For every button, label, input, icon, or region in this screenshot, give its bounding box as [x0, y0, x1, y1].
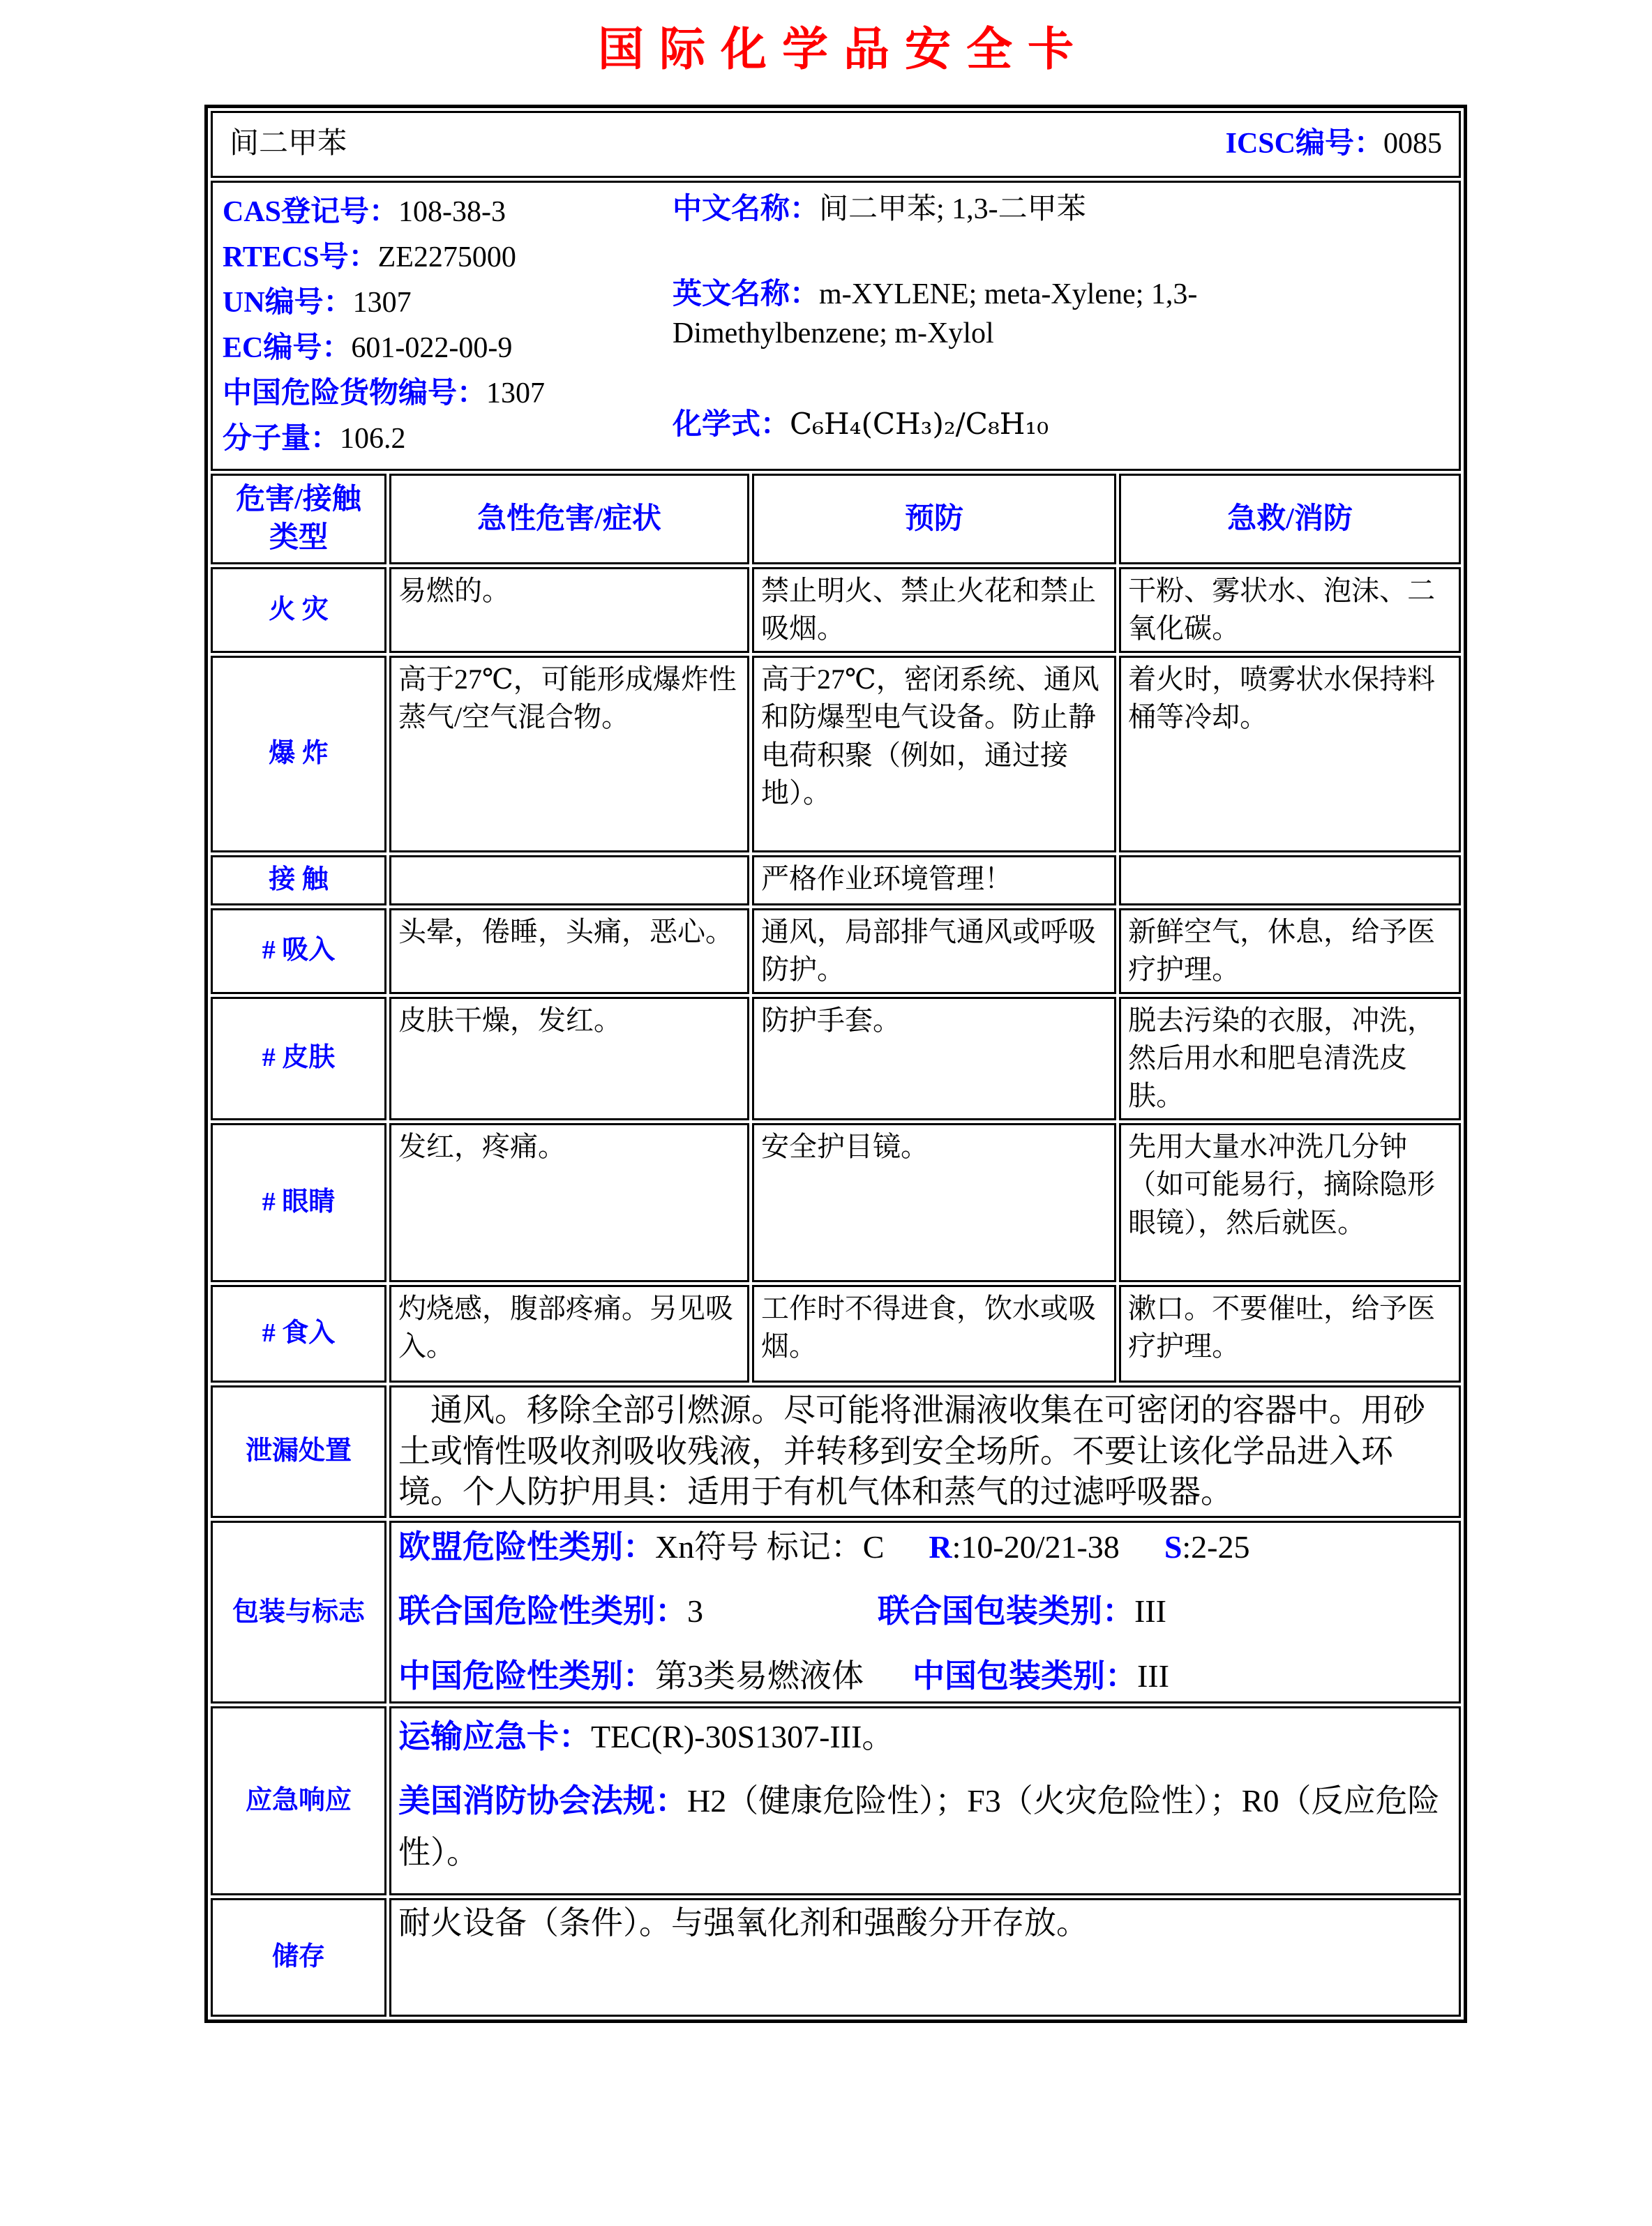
identification-block — [220, 186, 1452, 466]
section-title: 储存 — [211, 1898, 386, 2017]
symptoms-cell: 皮肤干燥，发红。 — [389, 997, 749, 1120]
storage-text-cell: 耐火设备（条件）。与强氧化剂和强酸分开存放。 — [389, 1898, 1461, 2017]
eu-classification-line: 欧盟危险性类别：Xn符号 标记：C R:10-20/21-38 S:2-25 — [398, 1529, 1250, 1565]
prevention-cell: 高于27℃，密闭系统、通风和防爆型电气设备。防止静电荷积聚（例如，通过接地）。 — [752, 656, 1116, 852]
hazard-row-eyes — [211, 1123, 1461, 1282]
ec-number: EC编号：601-022-00-9 — [223, 332, 513, 364]
spill-disposal-text-cell: 通风。移除全部引燃源。尽可能将泄漏液收集在可密闭的容器中。用砂土或惰性吸收剂吸收残液，并转移到安全场所。不要让该化学品进入环境。个人防护用具：适用于有机气体和蒸气的过滤呼吸器。 — [389, 1385, 1461, 1519]
column-header-hazard-type: 危害/接触 类型 — [211, 474, 386, 564]
section-title: 包装与标志 — [211, 1521, 386, 1704]
section-row-spill-disposal — [211, 1385, 1461, 1519]
column-header-prevention: 预防 — [752, 474, 1116, 564]
page-title: 国际化学品安全卡 — [598, 24, 1089, 75]
english-name: 英文名称：m-XYLENE; meta-Xylene; 1,3-Dimethylbenzene; m-Xylol — [673, 278, 1198, 349]
hazard-type-label: # 吸入 — [211, 908, 386, 994]
prevention-cell: 通风，局部排气通风或呼吸防护。 — [752, 908, 1116, 994]
un-number: UN编号：1307 — [223, 287, 412, 319]
symptoms-cell — [389, 855, 749, 905]
prevention-cell: 禁止明火、禁止火花和禁止吸烟。 — [752, 567, 1116, 653]
prevention-cell: 严格作业环境管理！ — [752, 855, 1116, 905]
first-aid-cell — [1119, 855, 1461, 905]
hazard-type-label: # 眼睛 — [211, 1123, 386, 1282]
first-aid-cell: 干粉、雾状水、泡沫、二氧化碳。 — [1119, 567, 1461, 653]
rtecs-number: RTECS号：ZE2275000 — [223, 241, 516, 273]
hazard-row-explosion — [211, 656, 1461, 852]
symptoms-cell: 灼烧感，腹部疼痛。另见吸入。 — [389, 1285, 749, 1383]
symptoms-cell: 头晕，倦睡，头痛，恶心。 — [389, 908, 749, 994]
symptoms-cell: 易燃的。 — [389, 567, 749, 653]
column-header-first-aid: 急救/消防 — [1119, 474, 1461, 564]
china-classification-line: 中国危险性类别：第3类易燃液体 中国包装类别：III — [398, 1657, 1169, 1694]
china-dangerous-goods-number: 中国危险货物编号：1307 — [223, 377, 546, 409]
transport-emergency-card-line: 运输应急卡：TEC(R)-30S1307-III。 — [398, 1719, 894, 1755]
cas-number: CAS登记号：108-38-3 — [223, 196, 506, 228]
prevention-cell: 工作时不得进食，饮水或吸烟。 — [752, 1285, 1116, 1383]
column-header-symptoms: 急性危害/症状 — [389, 474, 749, 564]
hazard-row-fire — [211, 567, 1461, 653]
hazard-type-label: 爆 炸 — [211, 656, 386, 852]
identifiers-right — [673, 190, 1449, 462]
hazard-type-label: # 食入 — [211, 1285, 386, 1383]
section-row-emergency-response — [211, 1706, 1461, 1895]
icsc-table — [204, 105, 1467, 2023]
prevention-cell: 安全护目镜。 — [752, 1123, 1116, 1282]
chemical-name: 间二甲苯 — [230, 128, 347, 160]
un-classification-line: 联合国危险性类别：3 联合国包装类别：III — [398, 1593, 1166, 1630]
chinese-name: 中文名称：间二甲苯; 1,3-二甲苯 — [673, 193, 1086, 225]
prevention-cell: 防护手套。 — [752, 997, 1116, 1120]
first-aid-cell: 漱口。不要催吐，给予医疗护理。 — [1119, 1285, 1461, 1383]
identifiers-left — [223, 190, 673, 462]
icsc-number-value: 0085 — [1383, 128, 1442, 160]
title-bar — [220, 124, 1452, 164]
first-aid-cell: 先用大量水冲洗几分钟（如可能易行，摘除隐形眼镜），然后就医。 — [1119, 1123, 1461, 1282]
identification-row — [211, 181, 1461, 471]
section-row-storage — [211, 1898, 1461, 2017]
hazard-row-contact — [211, 855, 1461, 905]
first-aid-cell: 着火时，喷雾状水保持料桶等冷却。 — [1119, 656, 1461, 852]
card-header-row — [211, 111, 1461, 178]
section-row-packaging — [211, 1521, 1461, 1704]
hazard-type-label: 接 触 — [211, 855, 386, 905]
hazard-type-label: # 皮肤 — [211, 997, 386, 1120]
symptoms-cell: 发红，疼痛。 — [389, 1123, 749, 1282]
hazard-type-label: 火 灾 — [211, 567, 386, 653]
first-aid-cell: 脱去污染的衣服，冲洗，然后用水和肥皂清洗皮肤。 — [1119, 997, 1461, 1120]
hazard-row-ingestion — [211, 1285, 1461, 1383]
nfpa-code-line: 美国消防协会法规：H2（健康危险性）；F3（火灾危险性）；R0（反应危险性）。 — [398, 1782, 1440, 1870]
molecular-weight: 分子量：106.2 — [223, 423, 406, 455]
packaging-text-cell — [389, 1521, 1461, 1704]
section-title: 应急响应 — [211, 1706, 386, 1895]
emergency-response-text-cell — [389, 1706, 1461, 1895]
chemical-formula: 化学式：C₆H₄(CH₃)₂/C₈H₁₀ — [673, 407, 1049, 441]
hazard-row-skin — [211, 997, 1461, 1120]
hazard-header-row — [211, 474, 1461, 564]
hazard-row-inhalation — [211, 908, 1461, 994]
section-title: 泄漏处置 — [211, 1385, 386, 1519]
icsc-number — [1226, 124, 1442, 164]
first-aid-cell: 新鲜空气，休息，给予医疗护理。 — [1119, 908, 1461, 994]
symptoms-cell: 高于27℃，可能形成爆炸性蒸气/空气混合物。 — [389, 656, 749, 852]
icsc-number-label: ICSC编号： — [1225, 128, 1383, 160]
